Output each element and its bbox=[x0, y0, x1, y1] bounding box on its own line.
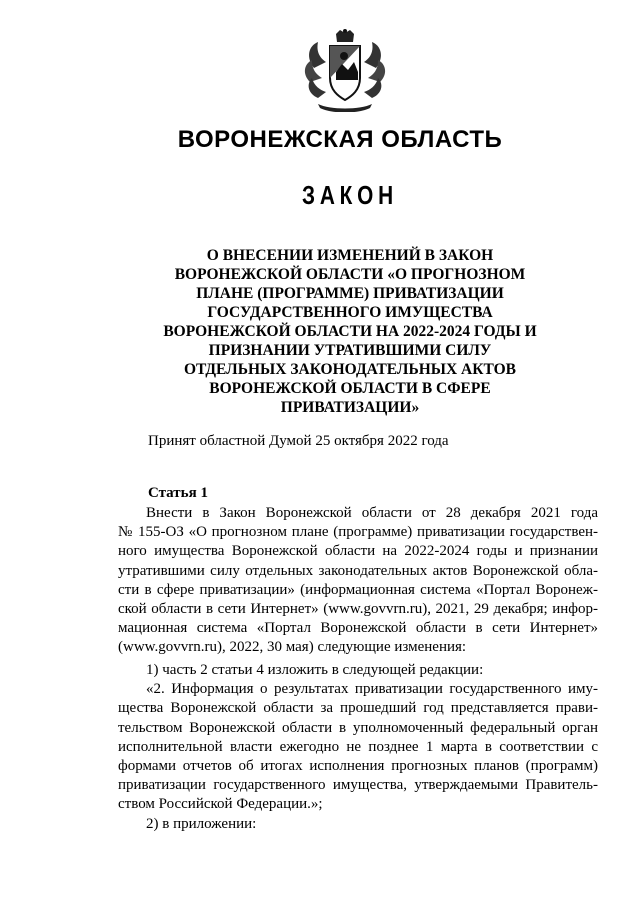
paragraph-line: приватизации государственного имущества, утверждаемыми Правитель- bbox=[118, 777, 598, 794]
adoption-date-text: Принят областной Думой 25 октября 2022 года bbox=[148, 433, 449, 449]
article-intro-paragraph bbox=[118, 504, 598, 658]
law-subject-line: ВОРОНЕЖСКОЙ ОБЛАСТИ НА 2022-2024 ГОДЫ И bbox=[163, 323, 537, 340]
voronezh-coat-of-arms-emblem bbox=[300, 28, 390, 112]
law-subject-line: ГОСУДАРСТВЕННОГО ИМУЩЕСТВА bbox=[207, 304, 493, 321]
law-subject-line: ПРИВАТИЗАЦИИ» bbox=[280, 399, 420, 416]
paragraph-line: ством Российской Федерации.»; bbox=[118, 796, 323, 813]
article-items-paragraph bbox=[118, 661, 598, 834]
law-title: ЗАКОН bbox=[302, 180, 398, 210]
paragraph-line: формами отчетов об итогах исполнения прогнозных планов (программ) bbox=[118, 757, 598, 774]
paragraph-line: мационная система «Портал Воронежской области в сети Интернет» bbox=[118, 620, 598, 637]
paragraph-line: (www.govvrn.ru), 2022, 30 мая) следующие изменения: bbox=[118, 639, 467, 656]
law-subject-line: ОТДЕЛЬНЫХ ЗАКОНОДАТЕЛЬНЫХ АКТОВ bbox=[183, 361, 517, 378]
paragraph-line: 1) часть 2 статьи 4 изложить в следующей редакции: bbox=[146, 662, 484, 678]
paragraph-line: ного имущества Воронежской области на 2022-2024 годы и признании bbox=[118, 543, 598, 560]
law-subject-line: ВОРОНЕЖСКОЙ ОБЛАСТИ «О ПРОГНОЗНОМ bbox=[174, 266, 526, 283]
paragraph-line: Внести в Закон Воронежской области от 28 декабря 2021 года bbox=[146, 505, 598, 521]
region-title: ВОРОНЕЖСКАЯ ОБЛАСТЬ bbox=[177, 126, 503, 153]
law-subject-line: ВОРОНЕЖСКОЙ ОБЛАСТИ В СФЕРЕ bbox=[209, 380, 491, 397]
paragraph-line: 2) в приложении: bbox=[146, 815, 257, 832]
law-subject-line: О ВНЕСЕНИИ ИЗМЕНЕНИЙ В ЗАКОН bbox=[206, 247, 494, 264]
paragraph-line: щества Воронежской области за прошедший год представляется прави- bbox=[118, 700, 598, 717]
paragraph-line: тельством Воронежской области в уполномоченный федеральный орган bbox=[118, 719, 598, 736]
law-subject-line: ПРИЗНАНИИ УТРАТИВШИМИ СИЛУ bbox=[208, 342, 492, 359]
article-heading: Статья 1 bbox=[148, 485, 208, 501]
paragraph-line: № 155-ОЗ «О прогнозном плане (программе) приватизации государствен- bbox=[118, 524, 598, 541]
law-subject-line: ПЛАНЕ (ПРОГРАММЕ) ПРИВАТИЗАЦИИ bbox=[196, 285, 504, 302]
paragraph-line: ской области в сети Интернет» (www.govvrn.ru), 2021, 29 декабря; инфор- bbox=[118, 600, 598, 617]
paragraph-line: исполнительной власти ежегодно не позднее 1 марта в соответствии с bbox=[118, 738, 598, 755]
law-subject-heading bbox=[150, 246, 550, 417]
paragraph-line: «2. Информация о результатах приватизации государственного иму- bbox=[146, 681, 598, 698]
paragraph-line: сти в сфере приватизации» (информационная система «Портал Воронеж- bbox=[118, 581, 598, 598]
paragraph-line: утратившими силу отдельных законодательных актов Воронежской обла- bbox=[118, 562, 598, 579]
